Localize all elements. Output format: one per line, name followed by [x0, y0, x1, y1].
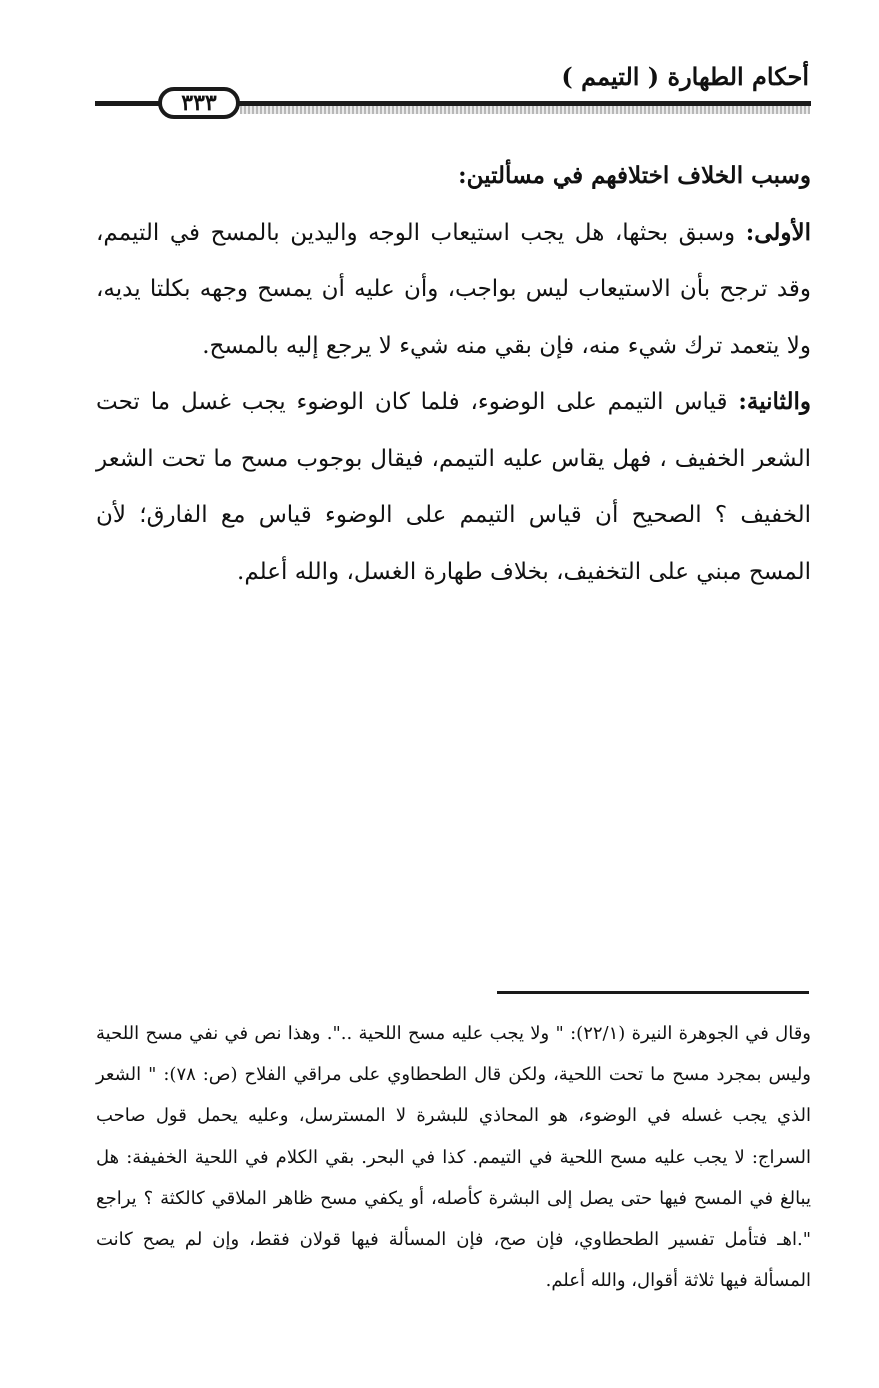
footnote-text: وقال في الجوهرة النيرة (٢٢/١): " ولا يجب عليه مسح اللحية ..". وهذا نص في نفي مسح اللحية وليس بمجرد مسح ما تحت اللحية، ولكن قال الطحطاوي على مراقي الفلاح (ص: ٧٨): " الشعر الذي يجب غسله في الوضوء، هو المحاذي للبشرة لا المسترسل، وعليه يحمل قول صاحب السراج: لا يجب عليه مسح اللحية في التيمم. كذا في البحر. بقي الكلام في اللحية الخفيفة: هل يبالغ في المسح فيها حتى يصل إلى البشرة كأصله، أو يكفي مسح ظاهر الملاقي كالكثة ؟ يراجع ".اهـ فتأمل تفسير الطحطاوي، فإن صح، فإن المسألة فيها قولان فقط، وإن لم يصح كانت المسألة فيها ثلاثة أقوال، والله أعلم.: [96, 1023, 811, 1292]
first-point-paragraph: [96, 205, 811, 375]
running-title: أحكام الطهارة ( التيمم ): [561, 62, 809, 91]
section-heading: وسبب الخلاف اختلافهم في مسألتين:: [458, 162, 811, 189]
page-number: ٣٣٣: [158, 87, 240, 119]
footnote: [96, 1013, 811, 1301]
header-rule-shadow: [240, 106, 810, 114]
second-point-lead: والثانية:: [738, 388, 811, 415]
second-point-paragraph: [96, 374, 811, 600]
main-text: [96, 148, 811, 600]
first-point-text: وسبق بحثها، هل يجب استيعاب الوجه واليدين بالمسح في التيمم، وقد ترجح بأن الاستيعاب ليس بواجب، وأن عليه أن يمسح وجهه بكلتا يديه، ولا يتعمد ترك شيء منه، فإن بقي منه شيء لا يرجع إليه بالمسح.: [96, 219, 811, 359]
first-point-lead: الأولى:: [745, 218, 812, 246]
footnote-separator: [497, 991, 809, 994]
second-point-text: قياس التيمم على الوضوء، فلما كان الوضوء يجب غسل ما تحت الشعر الخفيف ، فهل يقاس عليه التيمم، فيقال بوجوب مسح ما تحت الشعر الخفيف ؟ الصحيح أن قياس التيمم على الوضوء قياس مع الفارق؛ لأن المسح مبني على التخفيف، بخلاف طهارة الغسل، والله أعلم.: [96, 389, 811, 585]
